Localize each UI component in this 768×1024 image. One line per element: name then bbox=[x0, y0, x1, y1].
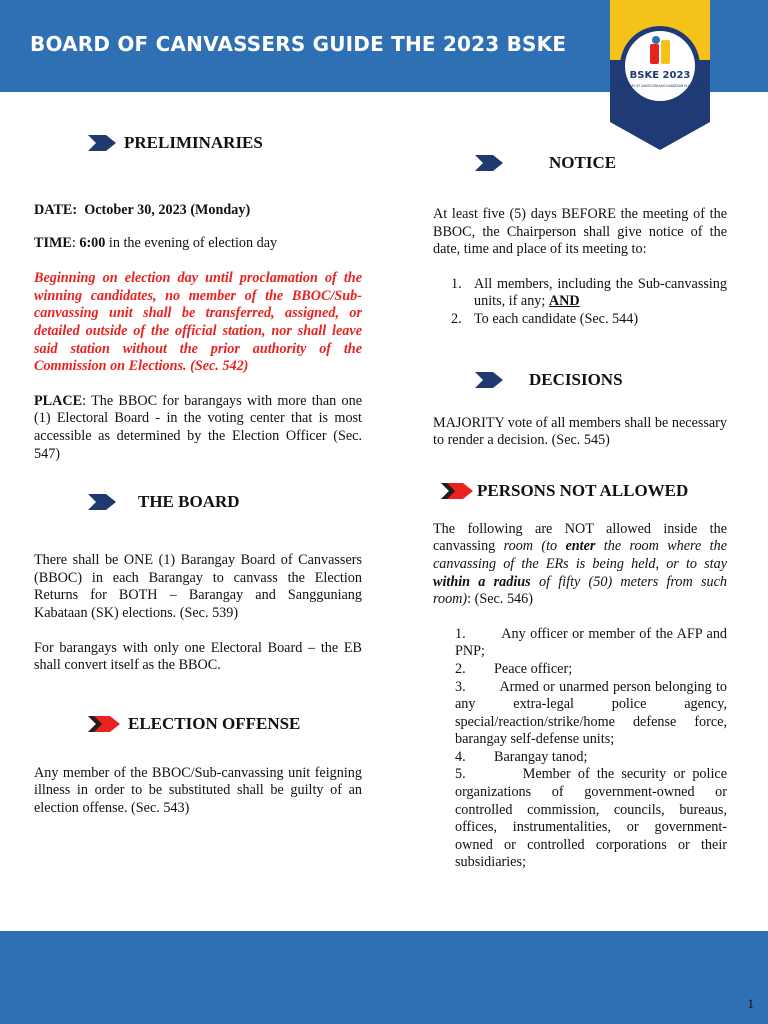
list-item-text: Any officer or member of the AFP and PNP; bbox=[455, 625, 728, 660]
place-paragraph: PLACE: The BBOC for barangays with more than one (1) Electoral Board - in the voting center that is most accessible as determined by the Election Officer (Sec. 547) bbox=[34, 392, 362, 462]
notice-list bbox=[433, 276, 727, 329]
transfer-warning: Beginning on election day until proclamation of the winning candidates, no member of the BBOC/Sub-canvassing unit shall be transferred, assigned, or detailed outside of the official station, nor shall leave said station without the prior authority of the Commission on Elections. (Sec. 542) bbox=[34, 270, 362, 375]
footer-bar bbox=[0, 931, 768, 1024]
page-number: 1 bbox=[747, 996, 754, 1011]
list-item bbox=[455, 766, 727, 872]
chevron-right-icon bbox=[475, 372, 503, 388]
date-line: DATE: October 30, 2023 (Monday) bbox=[34, 202, 251, 218]
list-item-text: Armed or unarmed person belonging to any extra-legal police agency, special/reaction/strike/home defense force, barangay self-defense units; bbox=[455, 678, 728, 748]
heading-election-offense: ELECTION OFFENSE bbox=[88, 711, 362, 737]
right-column bbox=[433, 150, 727, 872]
not-allowed-list bbox=[433, 626, 727, 872]
list-item-text: Peace officer; bbox=[494, 660, 573, 677]
offense-paragraph: Any member of the BBOC/Sub-canvassing unit feigning illness in order to be substituted shall be guilty of an election offense. (Sec. 543) bbox=[34, 764, 362, 816]
chevron-right-icon bbox=[88, 135, 116, 151]
list-item-number: 4. bbox=[455, 748, 466, 765]
time-line: TIME: 6:00 in the evening of election day bbox=[34, 234, 278, 251]
page-title: BOARD OF CANVASSERS GUIDE THE 2023 BSKE bbox=[30, 32, 567, 56]
heading-the-board: THE BOARD bbox=[88, 489, 362, 515]
not-allowed-intro: The following are NOT allowed inside the canvassing room (to enter the room where the canvassing of the ERs is being held, or to stay within a radius of fifty (50) meters from such room): (Sec. 546) bbox=[433, 520, 728, 608]
board-paragraph-1: There shall be ONE (1) Barangay Board of Canvassers (BBOC) in each Barangay to canvass the Election Returns for BOTH – Barangay and Sangguniang Kabataan (SK) elections. (Sec. 539) bbox=[34, 552, 362, 621]
list-item-number: 3. bbox=[455, 678, 466, 695]
list-item bbox=[455, 626, 727, 661]
list-item-text: Member of the security or police organizations of government-owned or controlled commission, councils, bureaus, offices, instrumentalities, or government-owned or controlled corporations or their subsidiaries; bbox=[455, 766, 728, 871]
chevron-right-icon bbox=[475, 155, 503, 171]
list-item bbox=[455, 661, 727, 679]
notice-paragraph: At least five (5) days BEFORE the meeting of the BBOC, the Chairperson shall give notice of the date, time and place of its meeting to: bbox=[433, 206, 727, 258]
heading-persons-not-allowed: PERSONS NOT ALLOWED bbox=[441, 478, 727, 504]
left-column bbox=[34, 130, 362, 817]
heading-decisions: DECISIONS bbox=[475, 367, 727, 393]
bske-logo-ribbon bbox=[610, 0, 710, 150]
list-item: 1. All members, including the Sub-canvassing units, if any; AND bbox=[451, 275, 727, 310]
chevron-right-icon bbox=[88, 494, 116, 510]
list-item-number: 1. bbox=[455, 625, 466, 642]
chevron-right-red-icon bbox=[441, 483, 473, 499]
heading-preliminaries: PRELIMINARIES bbox=[88, 130, 362, 156]
logo-label: BSKE 2023 bbox=[629, 70, 691, 81]
board-paragraph-2: For barangays with only one Electoral Board – the EB shall convert itself as the BBOC. bbox=[34, 639, 362, 674]
list-item bbox=[455, 679, 727, 749]
list-item-number: 2. bbox=[455, 660, 466, 677]
list-item bbox=[455, 749, 727, 767]
chevron-right-red-icon bbox=[88, 716, 120, 732]
heading-notice: NOTICE bbox=[475, 150, 727, 176]
logo-subtext: BARANGAY AT SANGGUNIANG KABATAAN ELECTIONS bbox=[617, 84, 703, 88]
list-item-text: Barangay tanod; bbox=[494, 748, 588, 765]
decisions-paragraph: MAJORITY vote of all members shall be necessary to render a decision. (Sec. 545) bbox=[433, 414, 727, 449]
list-item-number: 5. bbox=[455, 766, 466, 783]
list-item: 2. To each candidate (Sec. 544) bbox=[451, 310, 639, 327]
